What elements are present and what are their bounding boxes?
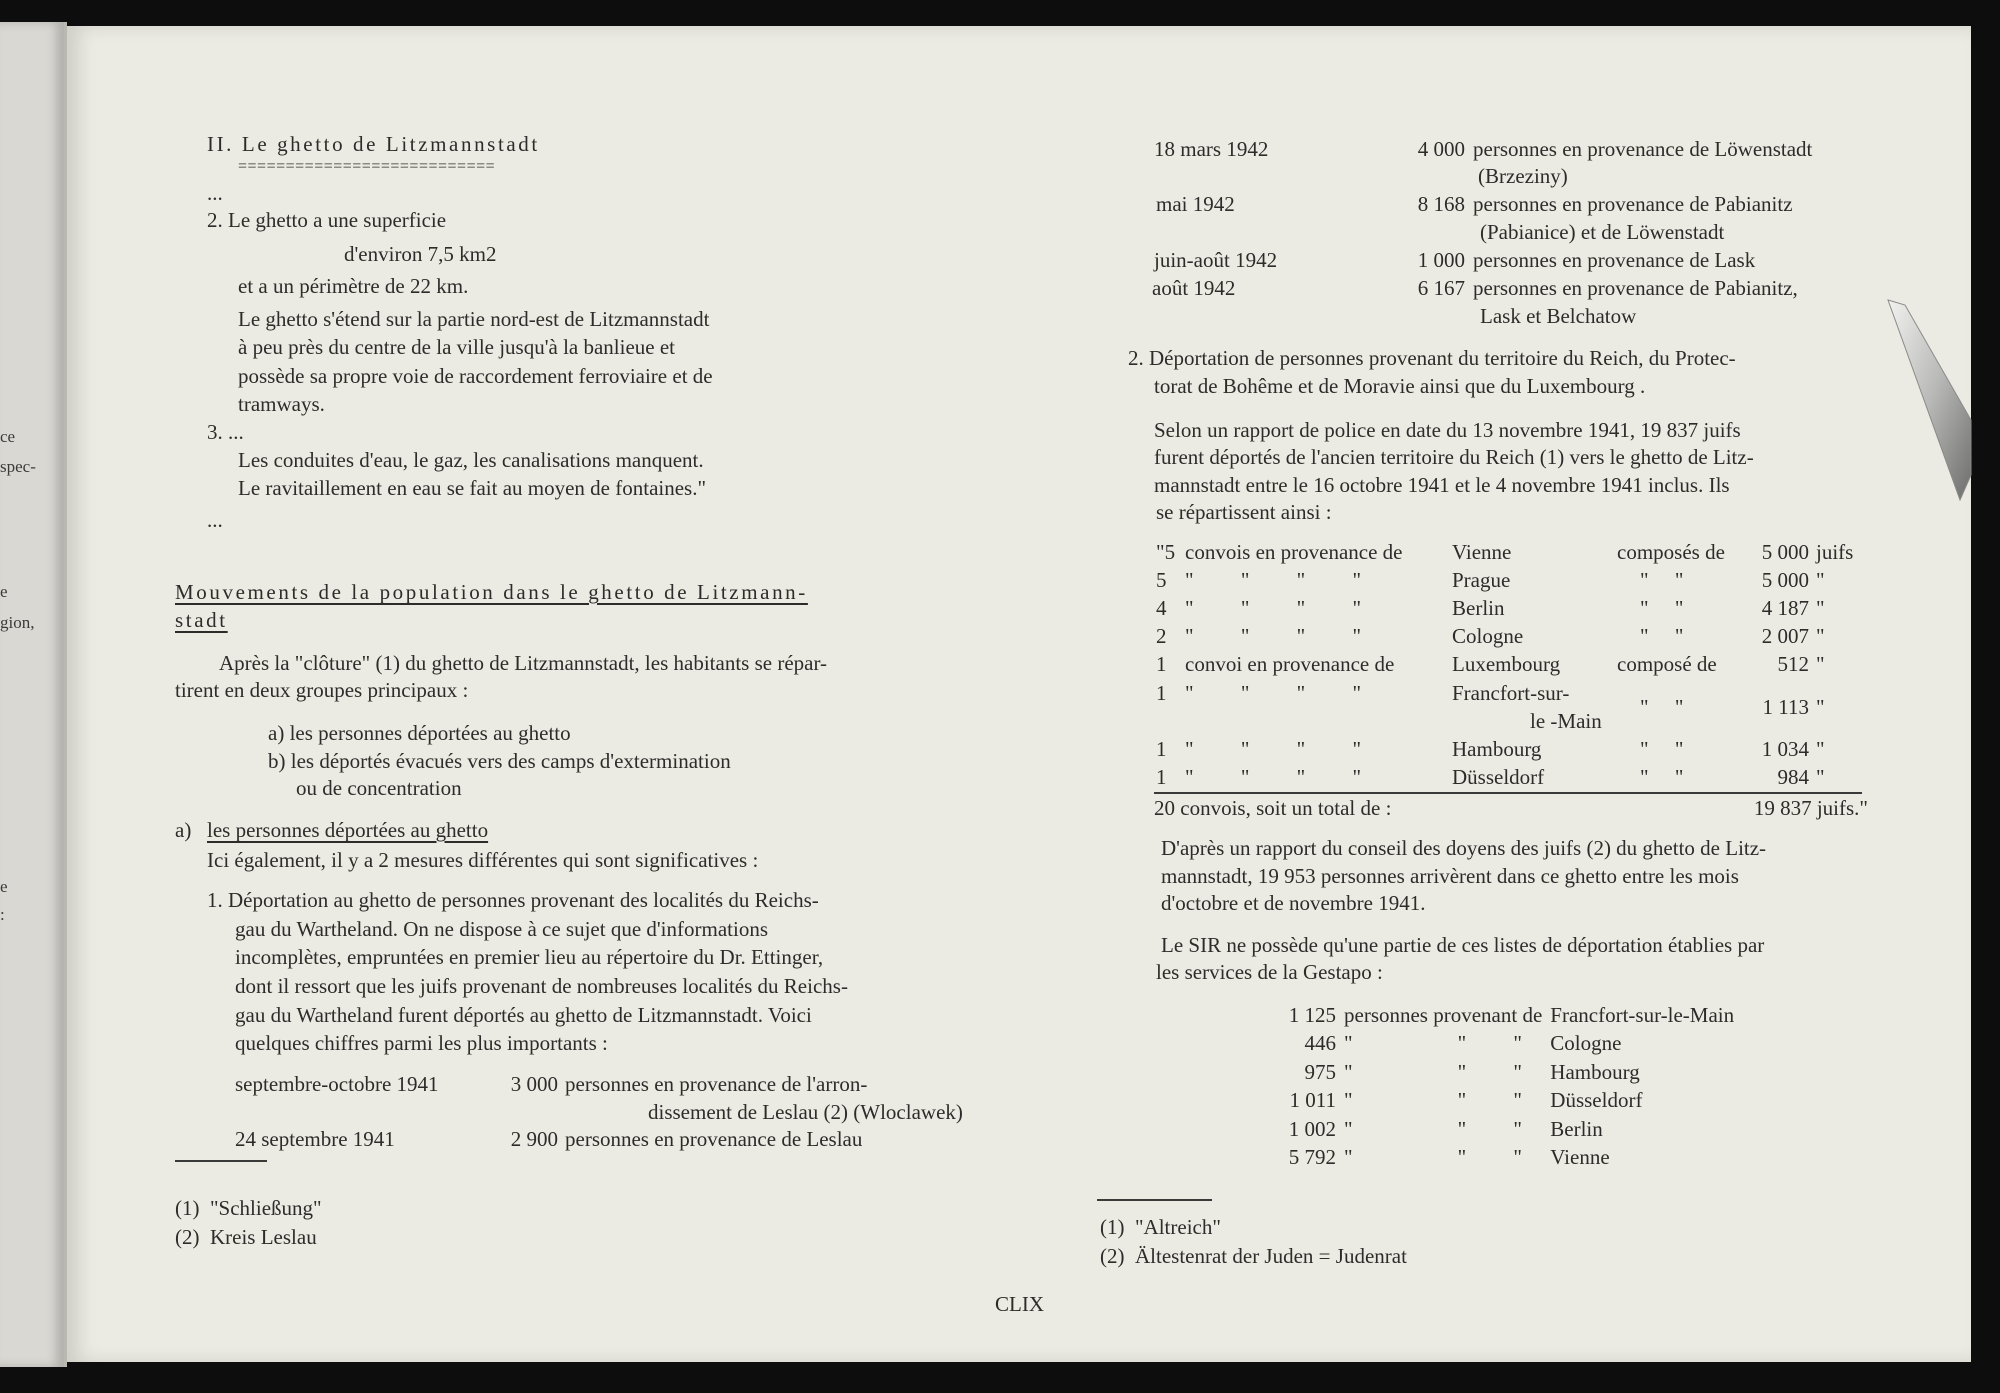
ellipsis: ... <box>207 508 223 532</box>
entry-date: 18 mars 1942 <box>1154 137 1269 161</box>
entry-count: 8 168 <box>1417 192 1465 216</box>
paragraph-line: tirent en deux groupes principaux : <box>175 678 469 702</box>
entry-text: Lask et Belchatow <box>1480 304 1637 328</box>
convoy-origin-text: convoi en provenance de <box>1185 652 1395 676</box>
footnote: (1) "Altreich" <box>1100 1215 1221 1239</box>
footnote: (2) Kreis Leslau <box>175 1225 317 1249</box>
paragraph-line: dont il ressort que les juifs provenant de nombreuses localités du Reichs- <box>235 974 848 998</box>
entry-text: (Pabianice) et de Löwenstadt <box>1480 220 1725 244</box>
entry-date: juin-août 1942 <box>1154 248 1278 272</box>
convoy-origin-text: " " " " <box>1185 596 1362 620</box>
convoy-persons: 1 034 <box>1761 737 1809 761</box>
paragraph-line: d'environ 7,5 km2 <box>344 242 497 266</box>
convoy-composition: " " <box>1640 596 1684 620</box>
convoy-city: Cologne <box>1452 624 1524 648</box>
paragraph-line: gau du Wartheland. On ne dispose à ce sujet que d'informations <box>235 917 768 941</box>
entry-count: 6 167 <box>1417 276 1465 300</box>
paragraph-line: quelques chiffres parmi les plus importants : <box>235 1031 608 1055</box>
list-city: Düsseldorf <box>1550 1088 1643 1113</box>
convoy-city: Francfort-sur- <box>1452 681 1570 705</box>
paragraph-line: torat de Bohême et de Moravie ainsi que du Luxembourg . <box>1154 374 1646 398</box>
paragraph-line: les services de la Gestapo : <box>1156 960 1383 984</box>
convoy-city: Düsseldorf <box>1452 765 1545 789</box>
list-city: Berlin <box>1550 1116 1603 1141</box>
facing-page-fragment: spec- <box>0 457 36 476</box>
paragraph-line: incomplètes, empruntées en premier lieu au répertoire du Dr. Ettinger, <box>235 945 824 969</box>
convoy-count: "5 <box>1156 540 1176 564</box>
convoy-unit: " <box>1816 596 1825 620</box>
facing-page-fragment: gion, <box>0 613 35 632</box>
convoy-persons: 4 187 <box>1761 596 1809 620</box>
convoy-count: 2 <box>1156 624 1167 648</box>
list-text: " " " <box>1344 1088 1522 1113</box>
paragraph-line: Le ravitaillement en eau se fait au moyen de fontaines." <box>238 476 707 500</box>
paragraph-line: d'octobre et de novembre 1941. <box>1161 891 1426 915</box>
section-heading: stadt <box>175 608 228 632</box>
paragraph-line: à peu près du centre de la ville jusqu'à la banlieue et <box>238 335 676 359</box>
convoy-origin-text: " " " " <box>1185 681 1362 705</box>
facing-page-fragment: e <box>0 582 8 601</box>
paragraph-line: 1. Déportation au ghetto de personnes provenant des localités du Reichs- <box>207 888 819 912</box>
list-item: b) les déportés évacués vers des camps d'extermination <box>268 749 731 773</box>
convoy-origin-text: " " " " <box>1185 568 1362 592</box>
convoy-composition: composés de <box>1617 540 1725 564</box>
convoy-origin-text: convois en provenance de <box>1185 540 1403 564</box>
subsection-title: les personnes déportées au ghetto <box>207 818 489 842</box>
paragraph-line: mannstadt entre le 16 octobre 1941 et le 4 novembre 1941 inclus. Ils <box>1154 473 1730 497</box>
list-count: 1 002 <box>1288 1116 1336 1141</box>
section-underline: =========================== <box>238 158 496 175</box>
convoy-origin-text: " " " " <box>1185 737 1362 761</box>
entry-count: 1 000 <box>1417 248 1465 272</box>
convoy-unit: " <box>1816 695 1825 719</box>
list-text: personnes provenant de <box>1344 1003 1543 1027</box>
section-heading: Mouvements de la population dans le ghetto de Litzmann- <box>175 580 808 604</box>
convoy-composition: " " <box>1640 695 1684 719</box>
convoy-persons: 5 000 <box>1761 568 1809 592</box>
total-value: 19 837 juifs." <box>1753 796 1868 820</box>
paragraph-line: Le ghetto s'étend sur la partie nord-est de Litzmannstadt <box>238 307 710 331</box>
convoy-city: le -Main <box>1530 709 1602 733</box>
convoy-unit: " <box>1816 624 1825 648</box>
entry-date: août 1942 <box>1152 276 1236 300</box>
entry-date: mai 1942 <box>1156 192 1235 216</box>
convoy-composition: composé de <box>1617 652 1717 676</box>
facing-page-fragment: e <box>0 877 8 896</box>
paragraph-line: possède sa propre voie de raccordement ferroviaire et de <box>238 364 713 388</box>
paragraph-line: 2. Déportation de personnes provenant du territoire du Reich, du Protec- <box>1128 346 1736 370</box>
entry-text: dissement de Leslau (2) (Wloclawek) <box>648 1100 963 1124</box>
ellipsis: ... <box>207 181 223 205</box>
paragraph-line: Les conduites d'eau, le gaz, les canalisations manquent. <box>238 448 704 472</box>
list-count: 5 792 <box>1288 1144 1336 1169</box>
list-count: 1 125 <box>1288 1003 1336 1027</box>
convoy-city: Hambourg <box>1452 737 1542 761</box>
entry-date: septembre-octobre 1941 <box>235 1072 439 1096</box>
paragraph-line: Ici également, il y a 2 mesures différentes qui sont significatives : <box>207 848 759 872</box>
convoy-composition: " " <box>1640 568 1684 592</box>
convoy-city: Berlin <box>1452 596 1505 620</box>
convoy-count: 4 <box>1156 596 1167 620</box>
convoy-persons: 2 007 <box>1761 624 1809 648</box>
list-text: " " " <box>1344 1144 1522 1169</box>
paragraph-line: mannstadt, 19 953 personnes arrivèrent dans ce ghetto entre les mois <box>1161 864 1739 888</box>
list-city: Francfort-sur-le-Main <box>1550 1003 1735 1027</box>
list-text: " " " <box>1344 1059 1522 1084</box>
entry-date: 24 septembre 1941 <box>235 1127 395 1151</box>
convoy-origin-text: " " " " <box>1185 765 1362 789</box>
convoy-unit: " <box>1816 568 1825 592</box>
convoy-persons: 5 000 <box>1761 540 1809 564</box>
entry-text: personnes en provenance de l'arron- <box>565 1072 868 1096</box>
convoy-city: Vienne <box>1452 540 1512 564</box>
entry-count: 4 000 <box>1417 137 1465 161</box>
convoy-count: 1 <box>1156 737 1167 761</box>
convoy-count: 1 <box>1156 652 1167 676</box>
convoy-composition: " " <box>1640 765 1684 789</box>
footnote: (1) "Schließung" <box>175 1196 322 1220</box>
paragraph-line: gau du Wartheland furent déportés au ghetto de Litzmannstadt. Voici <box>235 1003 812 1027</box>
convoy-unit: " <box>1816 765 1825 789</box>
paragraph-line: tramways. <box>238 392 325 416</box>
list-item: a) les personnes déportées au ghetto <box>268 721 571 745</box>
entry-text: personnes en provenance de Löwenstadt <box>1473 137 1813 161</box>
convoy-count: 1 <box>1156 765 1167 789</box>
total-label: 20 convois, soit un total de : <box>1154 796 1392 820</box>
facing-page-fragment: ce <box>0 427 16 446</box>
convoy-city: Prague <box>1452 568 1511 592</box>
paragraph-line: 2. Le ghetto a une superficie <box>207 208 447 232</box>
paragraph-line: Selon un rapport de police en date du 13 novembre 1941, 19 837 juifs <box>1154 418 1741 442</box>
convoy-composition: " " <box>1640 624 1684 648</box>
facing-page-fragment: : <box>0 905 5 924</box>
convoy-origin-text: " " " " <box>1185 624 1362 648</box>
entry-text: personnes en provenance de Pabianitz <box>1473 192 1793 216</box>
convoy-count: 1 <box>1156 681 1167 705</box>
convoy-persons: 984 <box>1777 765 1809 789</box>
convoy-unit: juifs <box>1816 540 1854 564</box>
convoy-unit: " <box>1816 737 1825 761</box>
paragraph-line: Le SIR ne possède qu'une partie de ces listes de déportation établies par <box>1161 933 1765 957</box>
list-item: ou de concentration <box>296 776 462 800</box>
subsection-label: a) <box>175 818 192 842</box>
list-text: " " " <box>1344 1116 1522 1141</box>
entry-text: personnes en provenance de Pabianitz, <box>1473 276 1798 300</box>
convoy-city: Luxembourg <box>1452 652 1561 676</box>
convoy-count: 5 <box>1156 568 1167 592</box>
list-city: Cologne <box>1550 1031 1622 1056</box>
convoy-persons: 512 <box>1777 652 1809 676</box>
list-city: Vienne <box>1550 1144 1610 1169</box>
page-number: CLIX <box>995 1292 1044 1316</box>
convoy-composition: " " <box>1640 737 1684 761</box>
entry-count: 2 900 <box>510 1127 558 1151</box>
list-count: 446 <box>1304 1031 1336 1056</box>
list-city: Hambourg <box>1550 1059 1640 1084</box>
footnote: (2) Ältestenrat der Juden = Judenrat <box>1100 1244 1407 1268</box>
convoy-unit: " <box>1816 652 1825 676</box>
paragraph-line: et a un périmètre de 22 km. <box>238 274 469 298</box>
paragraph-line: furent déportés de l'ancien territoire du Reich (1) vers le ghetto de Litz- <box>1154 445 1754 469</box>
paragraph-line: D'après un rapport du conseil des doyens des juifs (2) du ghetto de Litz- <box>1161 836 1767 860</box>
list-count: 1 011 <box>1289 1088 1336 1113</box>
entry-count: 3 000 <box>510 1072 558 1096</box>
entry-text: personnes en provenance de Lask <box>1473 248 1756 272</box>
paragraph-line: se répartissent ainsi : <box>1156 500 1332 524</box>
entry-text: personnes en provenance de Leslau <box>565 1127 863 1151</box>
convoy-persons: 1 113 <box>1762 695 1809 719</box>
list-text: " " " <box>1344 1031 1522 1056</box>
entry-text: (Brzeziny) <box>1478 164 1568 188</box>
section-title: II. Le ghetto de Litzmannstadt <box>207 132 540 156</box>
paragraph-line: 3. ... <box>207 420 244 444</box>
list-count: 975 <box>1304 1059 1336 1084</box>
paragraph-line: Après la "clôture" (1) du ghetto de Litzmannstadt, les habitants se répar- <box>219 651 828 675</box>
